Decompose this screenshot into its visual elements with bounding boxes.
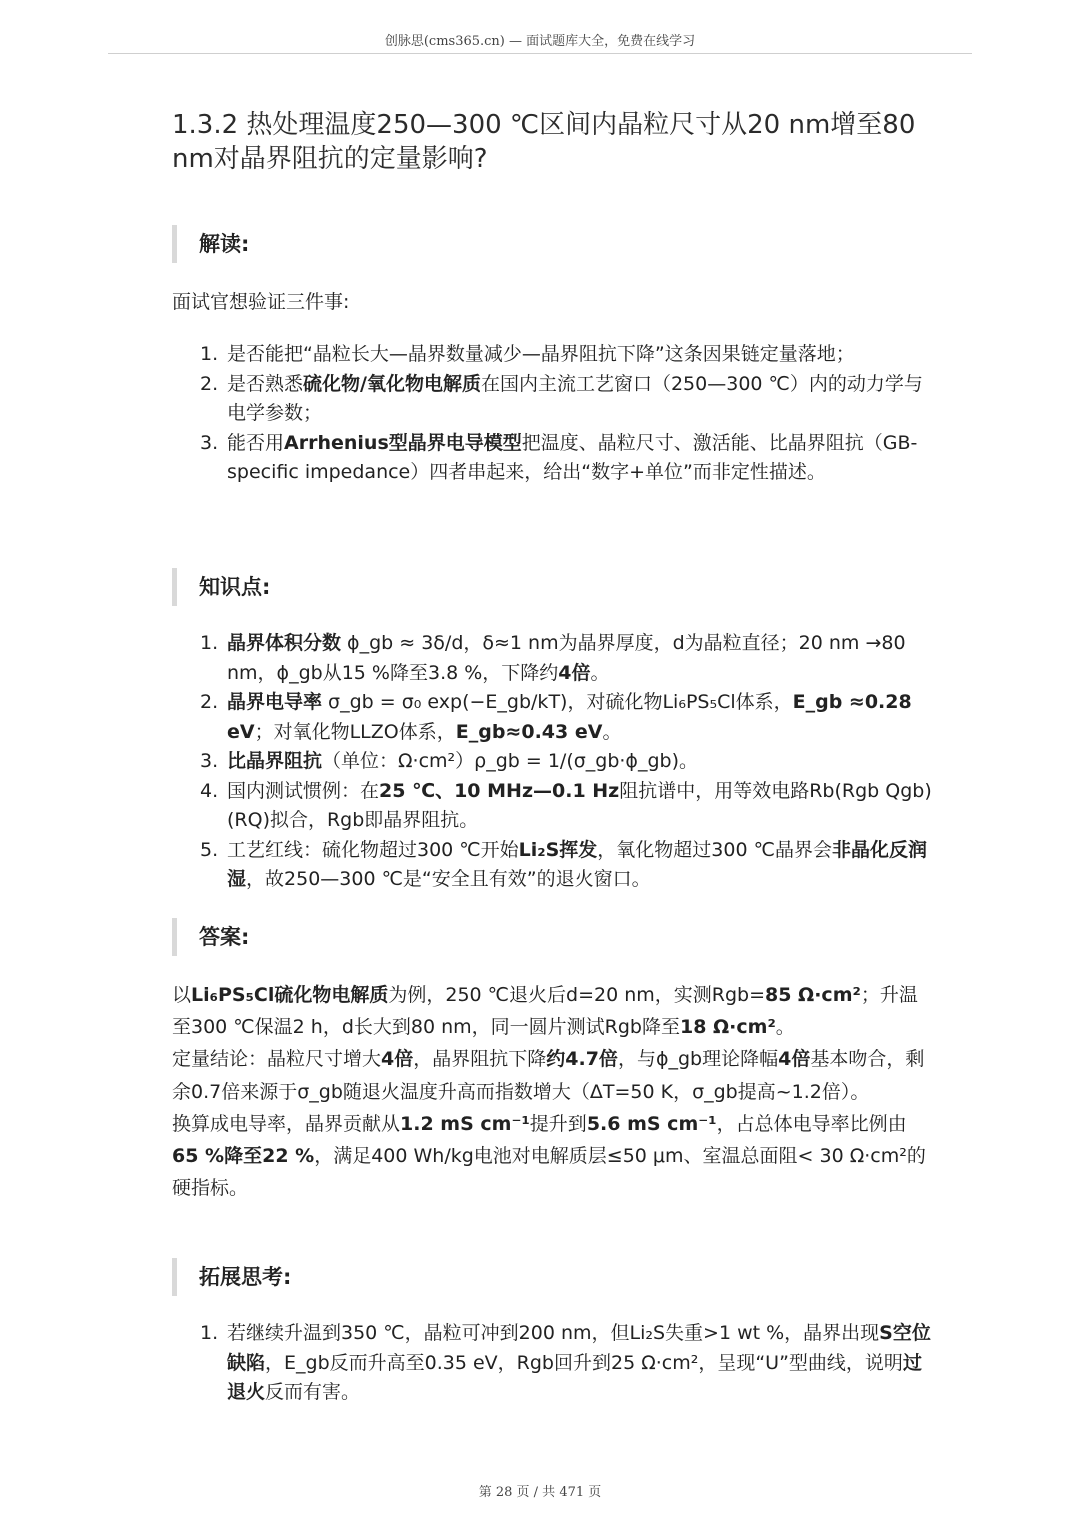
emphasis: Li₆PS₅Cl硫化物电解质 xyxy=(191,984,389,1006)
list-item xyxy=(200,1319,940,1408)
page-header: 创脉思(cms365.cn) — 面试题库大全，免费在线学习 xyxy=(384,34,696,49)
item-emphasis: 比晶界阻抗 xyxy=(227,750,323,772)
list-number: 3. xyxy=(200,431,219,454)
item-emphasis: S空位缺陷 xyxy=(227,1322,931,1374)
page-title: 1.3.2 热处理温度250—300 ℃区间内晶粒尺寸从20 nm增至80 nm对晶界阻抗的定量影响? xyxy=(172,110,916,174)
list-number: 2. xyxy=(200,691,219,713)
item-emphasis: 4倍 xyxy=(558,661,591,684)
item-text: ϕ_gb ≈ 3δ/d，δ≈1 nm为晶界厚度，d为晶粒直径；20 nm →80 nm，ϕ_gb从15 %降至3.8 %，下降约 xyxy=(227,632,906,684)
item-emphasis: E_gb≈0.43 eV xyxy=(455,720,603,743)
interpretation-intro: 面试官想验证三件事: xyxy=(172,291,350,313)
item-text: 能否用 xyxy=(227,431,285,454)
text: ，晶界阻抗下降 xyxy=(413,1048,547,1071)
list-item xyxy=(200,688,940,747)
emphasis: 18 Ω·cm² xyxy=(679,1016,776,1039)
list-item xyxy=(200,747,940,777)
item-text: 。 xyxy=(602,720,622,743)
emphasis: 约4.7倍 xyxy=(546,1048,618,1071)
item-text: （单位：Ω·cm²）ρ_gb = 1/(σ_gb·ϕ_gb)。 xyxy=(322,750,698,772)
text: 提升到 xyxy=(529,1112,587,1135)
item-emphasis: 硫化物/氧化物电解质 xyxy=(303,372,481,395)
item-text: σ_gb = σ₀ exp(−E_gb/kT)，对硫化物Li₆PS₅Cl体系， xyxy=(322,691,793,713)
list-number: 4. xyxy=(200,779,219,802)
item-text: ；对氧化物LLZO体系， xyxy=(254,720,456,743)
item-text: 国内测试惯例：在 xyxy=(227,779,380,802)
section-heading-interpretation: 解读: xyxy=(172,225,249,263)
list-item xyxy=(200,429,940,488)
text: ；升温至300 ℃保温2 h，d长大到80 nm，同一圆片测试Rgb降至 xyxy=(172,984,918,1039)
knowledge-list xyxy=(200,629,940,895)
text: ，占总体电导率比例由 xyxy=(716,1112,907,1135)
list-number: 1. xyxy=(200,343,219,365)
emphasis: 4倍 xyxy=(778,1048,811,1071)
emphasis: 1.2 mS cm⁻¹ xyxy=(400,1112,530,1135)
item-emphasis: 晶界体积分数 xyxy=(227,632,342,654)
list-item xyxy=(200,629,940,688)
header-divider xyxy=(108,53,972,54)
extension-list xyxy=(200,1319,940,1408)
list-item xyxy=(200,370,940,429)
text: 为例，250 ℃退火后d=20 nm，实测Rgb= xyxy=(388,984,765,1006)
item-text: 。 xyxy=(590,661,610,684)
item-text: ，氧化物超过300 ℃晶界会 xyxy=(597,838,832,861)
list-item xyxy=(200,340,940,370)
text: ，与ϕ_gb理论降幅 xyxy=(617,1048,779,1071)
interpretation-list xyxy=(200,340,940,488)
item-text: 若继续升温到350 ℃，晶粒可冲到200 nm，但Li₂S失重>1 wt %，晶界出现 xyxy=(227,1322,880,1344)
section-heading-extension: 拓展思考: xyxy=(172,1258,291,1296)
list-number: 5. xyxy=(200,838,219,861)
item-emphasis: Li₂S挥发 xyxy=(518,838,598,861)
emphasis: 4倍 xyxy=(381,1048,414,1071)
item-emphasis: 25 ℃、10 MHz—0.1 Hz xyxy=(379,779,620,802)
item-emphasis: 过退火 xyxy=(227,1351,922,1403)
text: 基本吻合，剩余0.7倍来源于σ_gb随退火温度升高而指数增大（ΔT=50 K，σ_gb提高~1.2倍）。 xyxy=(172,1048,925,1103)
item-text: 把温度、晶粒尺寸、激活能、比晶界阻抗（GB-specific impedance）四者串起来，给出“数字+单位”而非定性描述。 xyxy=(227,431,918,483)
list-number: 1. xyxy=(200,1322,219,1344)
text: 定量结论：晶粒尺寸增大 xyxy=(172,1048,382,1071)
text: 以 xyxy=(172,984,192,1006)
item-text: 在国内主流工艺窗口（250—300 ℃）内的动力学与电学参数； xyxy=(227,372,923,424)
section-heading-knowledge: 知识点: xyxy=(172,568,270,606)
item-emphasis: Arrhenius型晶界电导模型 xyxy=(284,431,522,454)
emphasis: 65 %降至22 % xyxy=(172,1145,315,1168)
item-text: 反而有害。 xyxy=(265,1381,361,1403)
list-item xyxy=(200,777,940,836)
answer-paragraph-2 xyxy=(172,1043,932,1107)
emphasis: 85 Ω·cm² xyxy=(765,984,861,1006)
item-emphasis: E_gb ≈0.28 eV xyxy=(227,691,912,743)
item-emphasis: 晶界电导率 xyxy=(227,691,323,713)
text: 。 xyxy=(775,1016,795,1039)
answer-paragraph-3 xyxy=(172,1108,932,1205)
item-text: ，E_gb反而升高至0.35 eV，Rgb回升到25 Ω·cm²，呈现“U”型曲线，说明 xyxy=(265,1351,903,1374)
item-text: 是否熟悉 xyxy=(227,372,304,395)
text: ，满足400 Wh/kg电池对电解质层≤50 μm、室温总面阻< 30 Ω·cm²的硬指标。 xyxy=(172,1145,926,1200)
item-emphasis: 非晶化反润湿 xyxy=(227,838,927,890)
list-number: 3. xyxy=(200,750,219,772)
item-text: 是否能把“晶粒长大—晶界数量减少—晶界阻抗下降”这条因果链定量落地； xyxy=(227,343,855,365)
text: 换算成电导率，晶界贡献从 xyxy=(172,1112,401,1135)
section-heading-answer: 答案: xyxy=(172,918,249,956)
list-item xyxy=(200,836,940,895)
list-number: 1. xyxy=(200,632,219,654)
item-text: 工艺红线：硫化物超过300 ℃开始 xyxy=(227,838,519,861)
item-text: 阻抗谱中，用等效电路Rb(Rgb Qgb)(RQ)拟合，Rgb即晶界阻抗。 xyxy=(227,779,932,831)
emphasis: 5.6 mS cm⁻¹ xyxy=(586,1112,717,1135)
answer-body xyxy=(172,979,932,1204)
item-text: ，故250—300 ℃是“安全且有效”的退火窗口。 xyxy=(246,868,651,890)
answer-paragraph-1 xyxy=(172,979,932,1043)
list-number: 2. xyxy=(200,372,219,395)
page-footer: 第 28 页 / 共 471 页 xyxy=(478,1485,602,1500)
